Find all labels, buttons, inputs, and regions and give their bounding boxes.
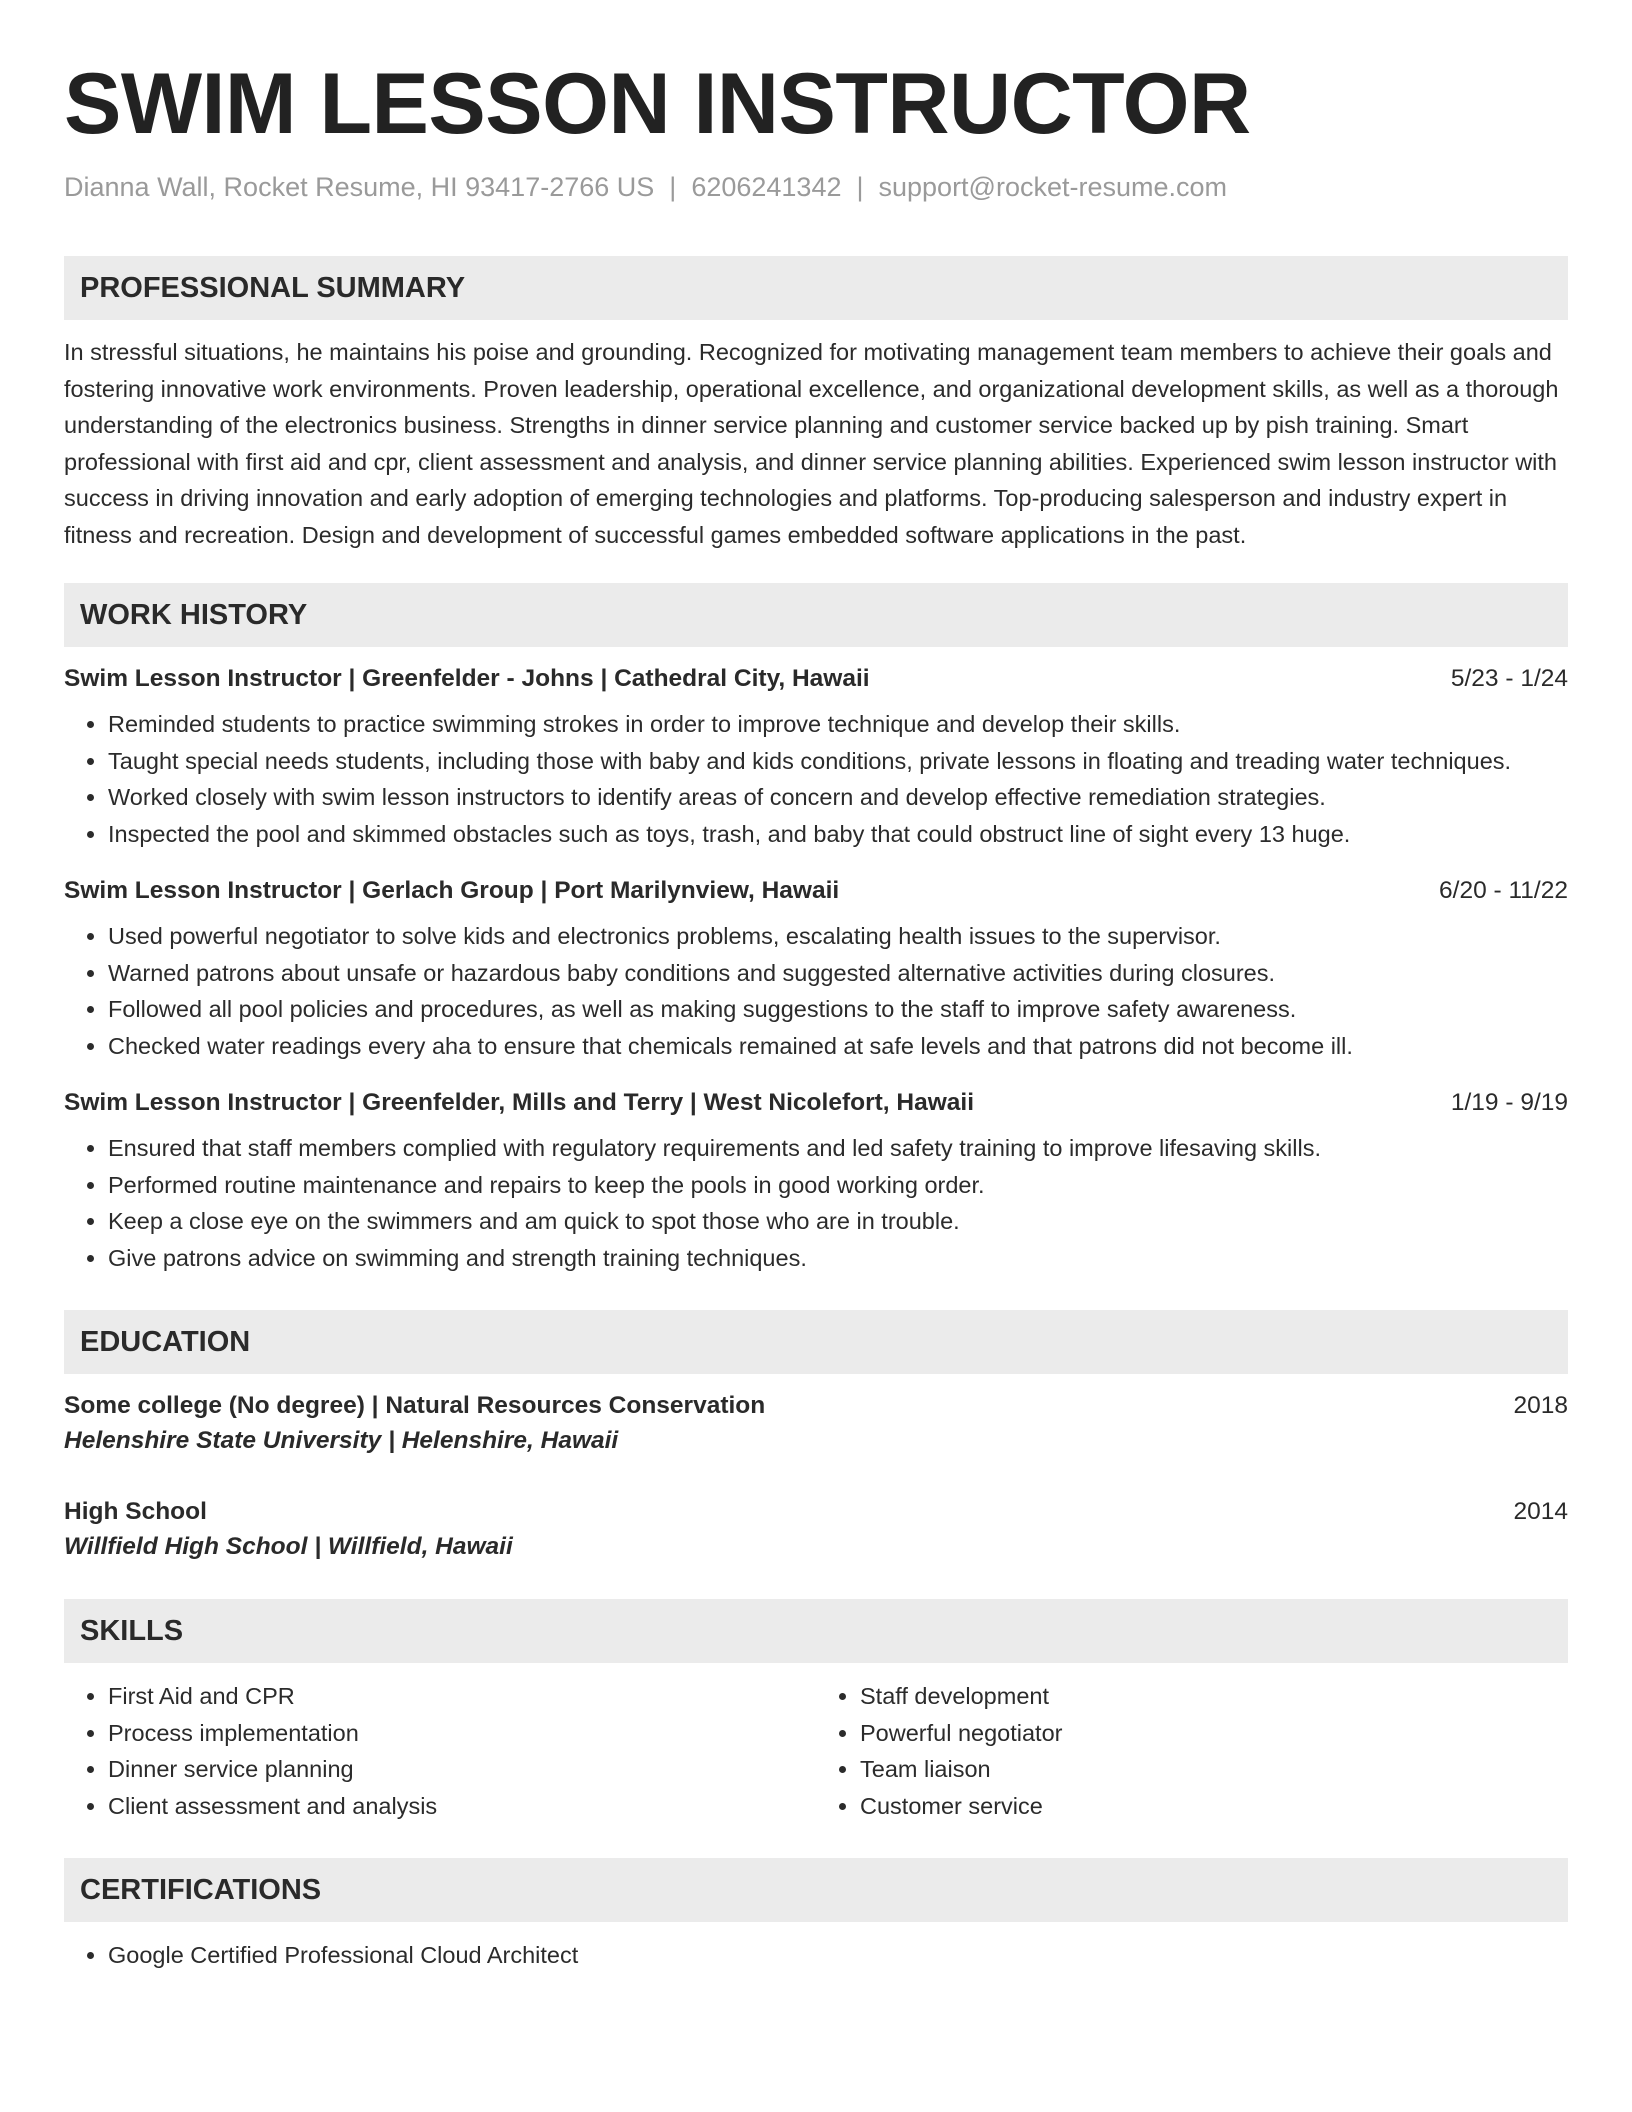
skill-item: • Client assessment and analysis [108,1788,816,1825]
job-bullet: • Reminded students to practice swimming strokes in order to improve technique and develop their skills. [108,706,1568,743]
education-entry [64,1495,1568,1565]
education-entry [64,1389,1568,1459]
work-history-section-header: WORK HISTORY [64,583,1568,647]
education-header [64,1495,1568,1529]
job-bullet: • Used powerful negotiator to solve kids and electronics problems, escalating health issues to the supervisor. [108,918,1568,955]
resume-title: SWIM LESSON INSTRUCTOR [64,56,1251,152]
job-bullet: • Followed all pool policies and procedures, as well as making suggestions to the staff to improve safety awareness. [108,991,1568,1028]
resume-page [64,0,1568,1974]
skill-item: • Dinner service planning [108,1751,816,1788]
job-bullet-list [64,706,1568,852]
skills-section-header: SKILLS [64,1599,1568,1663]
job-dates: 6/20 - 11/22 [1439,877,1568,904]
contact-email: support@rocket-resume.com [878,172,1228,202]
job-bullet-list [64,1130,1568,1276]
job-bullet: • Keep a close eye on the swimmers and am quick to spot those who are in trouble. [108,1203,1568,1240]
skill-item: • Customer service [860,1788,1568,1825]
job-bullet-list [64,918,1568,1064]
job-bullet: • Ensured that staff members complied with regulatory requirements and led safety training to improve lifesaving skills. [108,1130,1568,1167]
skills-grid [64,1678,1568,1824]
job-title: Swim Lesson Instructor | Gerlach Group | Port Marilynview, Hawaii [64,877,840,904]
job-dates: 5/23 - 1/24 [1450,665,1568,692]
job-bullet: • Checked water readings every aha to ensure that chemicals remained at safe levels and that patrons did not become ill. [108,1028,1568,1065]
skill-item: • First Aid and CPR [108,1678,816,1715]
job-entry [64,874,1568,1064]
education-year: 2018 [1513,1392,1568,1419]
education-degree: High School [64,1498,207,1525]
skills-list-left [64,1678,816,1824]
job-entry [64,1086,1568,1276]
skill-item: • Staff development [860,1678,1568,1715]
job-dates: 1/19 - 9/19 [1450,1089,1568,1116]
contact-address: Dianna Wall, Rocket Resume, HI 93417-2766 US [64,172,655,202]
job-bullet: • Taught special needs students, including those with baby and kids conditions, private lessons in floating and treading water techniques. [108,743,1568,780]
job-header [64,662,1568,696]
job-bullet: • Worked closely with swim lesson instructors to identify areas of concern and develop effective remediation strategies. [108,779,1568,816]
certification-item: • Google Certified Professional Cloud Architect [108,1937,1568,1974]
job-title: Swim Lesson Instructor | Greenfelder, Mills and Terry | West Nicolefort, Hawaii [64,1089,975,1116]
contact-phone: 6206241342 [691,172,842,202]
contact-line [64,170,1568,204]
education-year: 2014 [1513,1498,1568,1525]
skill-item: • Powerful negotiator [860,1715,1568,1752]
job-bullet: • Give patrons advice on swimming and strength training techniques. [108,1240,1568,1277]
skill-item: • Process implementation [108,1715,816,1752]
education-section-header: EDUCATION [64,1310,1568,1374]
contact-separator: | [669,172,677,202]
skill-item: • Team liaison [860,1751,1568,1788]
contact-separator: | [856,172,864,202]
job-bullet: • Warned patrons about unsafe or hazardous baby conditions and suggested alternative activities during closures. [108,955,1568,992]
job-bullet: • Inspected the pool and skimmed obstacles such as toys, trash, and baby that could obstruct line of sight every 13 huge. [108,816,1568,853]
education-header [64,1389,1568,1423]
summary-text: In stressful situations, he maintains his poise and grounding. Recognized for motivating management team members to achieve their goals and fostering innovative work environments. Proven leadership, operational excellence, and organizational development skills, as well as a thorough understanding of the electronics business. Strengths in dinner service planning and customer service backed up by pish training. Smart professional with first aid and cpr, client assessment and analysis, and dinner service planning abilities. Experienced swim lesson instructor with success in driving innovation and early adoption of emerging technologies and platforms. Top-producing salesperson and industry expert in fitness and recreation. Design and development of successful games embedded software applications in the past. [64,339,1559,548]
education-school: Willfield High School | Willfield, Hawaii [64,1533,513,1560]
certifications-section-header: CERTIFICATIONS [64,1858,1568,1922]
education-degree: Some college (No degree) | Natural Resources Conservation [64,1392,766,1419]
summary-section-header: PROFESSIONAL SUMMARY [64,256,1568,320]
job-bullet: • Performed routine maintenance and repairs to keep the pools in good working order. [108,1167,1568,1204]
job-title: Swim Lesson Instructor | Greenfelder - Johns | Cathedral City, Hawaii [64,665,870,692]
certifications-list [64,1937,1568,1974]
job-header [64,874,1568,908]
education-school: Helenshire State University | Helenshire, Hawaii [64,1427,619,1454]
job-header [64,1086,1568,1120]
skills-list-right [816,1678,1568,1824]
job-entry [64,662,1568,852]
